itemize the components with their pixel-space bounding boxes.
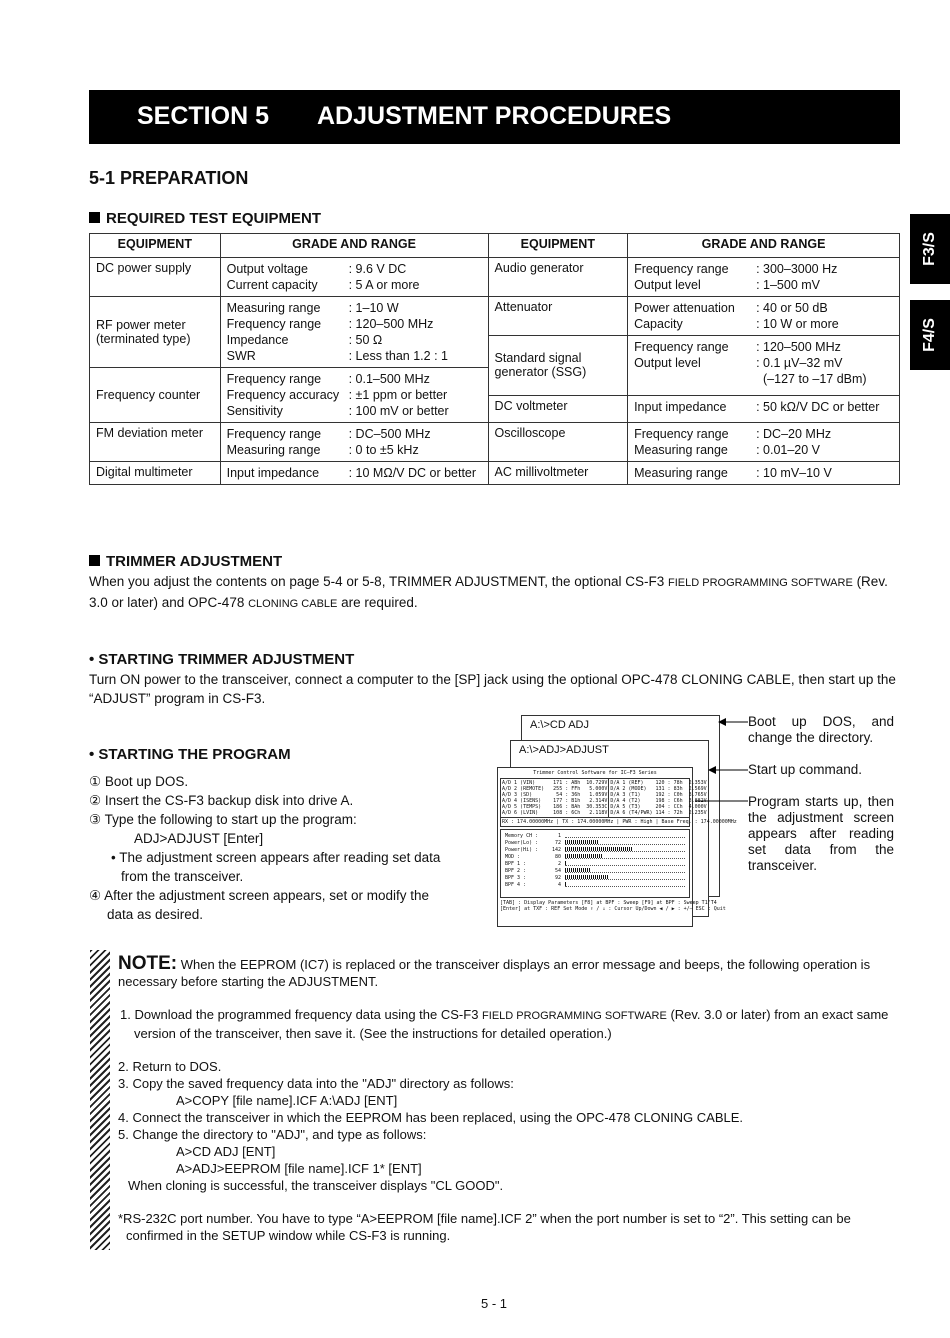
note-item-4: 4. Connect the transceiver in which the EEPROM has been replaced, using the OPC-478 CLONING CABLE. [118, 1110, 744, 1125]
parameter-row: BPF 3 : 92 [505, 874, 685, 881]
note-command: A>COPY [file name].ICF A:\ADJ [ENT] [176, 1093, 398, 1108]
step-item: ④ After the adjustment screen appears, set or modify the [89, 888, 430, 903]
readout-row: A/D 4 (ISENS) 177 : B1h 2.314V [502, 798, 608, 804]
equipment-name-cell: FM deviation meter [90, 423, 221, 462]
parameter-row: BPF 2 : 54 [505, 867, 685, 874]
header-grade-range: GRADE AND RANGE [220, 234, 488, 258]
note-block [118, 955, 903, 1244]
subsection-title: 5-1 PREPARATION [89, 168, 249, 188]
readout-row: D/A 5 (T3) 204 : CCh 4.000V [610, 804, 707, 810]
callout-arrows [700, 712, 750, 812]
note-item-1: 1. Download the programmed frequency data using the CS-F3 FIELD PROGRAMMING SOFTWARE (Rev. 3.0 or later) from an exact same version of the transceiver, then save it. (See the instructions for detailed operation.) [120, 1007, 889, 1041]
grade-range-cell: Output voltage : 9.6 V DC Current capacity : 5 A or more [220, 258, 488, 297]
footer-keys-1: [TAB] : Display Parameters [F8] at BPF : Sweep [F9] at BPF : Sweep T1"T4 [500, 900, 717, 906]
callout-boot-dos: Boot up DOS, and change the directory. [748, 714, 894, 745]
note-hatch-bar [90, 950, 110, 1250]
equipment-name-cell: AC millivoltmeter [488, 462, 628, 485]
step-item: ③ Type the following to start up the program: [89, 812, 357, 827]
header-equipment: EQUIPMENT [488, 234, 628, 258]
readout-row: D/A 3 (T1) 192 : C0h 3.765V [610, 792, 707, 798]
page-number: 5 - 1 [481, 1296, 508, 1311]
parameter-row: BPF 1 : 2 [505, 860, 685, 867]
equipment-table [89, 233, 900, 485]
dos-screen-mid: A:\>ADJ>ADJUST [510, 740, 709, 917]
note-item-5: 5. Change the directory to "ADJ", and type as follows: [118, 1127, 427, 1142]
table-row [90, 297, 900, 336]
readout-row: A/D 1 (VIN) 171 : ABh 10.729V [502, 780, 608, 786]
equipment-name-cell: Digital multimeter [90, 462, 221, 485]
trimmer-heading: TRIMMER ADJUSTMENT [89, 553, 282, 570]
note-command: A>CD ADJ [ENT] [176, 1144, 276, 1159]
readout-row: A/D 6 (LVIN) 108 : 6Ch 2.118V [502, 810, 608, 816]
parameter-level-bar [565, 840, 685, 845]
note-result: When cloning is successful, the transceiver displays "CL GOOD". [128, 1178, 504, 1193]
parameter-row: MOD : 80 [505, 853, 685, 860]
readout-row: D/A 6 (T4/PWR) 114 : 72h 2.235V [610, 810, 707, 816]
grade-range-cell: Frequency range : 300–3000 Hz Output level : 1–500 mV [628, 258, 900, 297]
status-bar: RX : 174.00000MHz | TX : 174.00000MHz | PWR : High | Base Freq. : 174.00000MHz [502, 819, 737, 825]
note-item-3: 3. Copy the saved frequency data into the "ADJ" directory as follows: [118, 1076, 514, 1091]
parameter-level-bar [565, 861, 685, 866]
dos-screen-back: A:\>CD ADJ [521, 715, 720, 897]
table-row [90, 462, 900, 485]
section-number: SECTION 5 [137, 102, 269, 130]
readout-row: A/D 3 (SD) 54 : 36h 1.059V [502, 792, 608, 798]
parameter-level-bar [565, 847, 685, 852]
equipment-name-cell: DC voltmeter [488, 395, 628, 423]
starting-trimmer-text: Turn ON power to the transceiver, connect a computer to the [SP] jack using the optional OPC-478 CLONING CABLE, then start up the “ADJUST” program in CS-F3. [89, 672, 896, 706]
readout-row: D/A 4 (T2) 198 : C6h 3.882V [610, 798, 707, 804]
equipment-name-cell: Oscilloscope [488, 423, 628, 462]
equipment-name-cell: Standard signal generator (SSG) [488, 336, 628, 396]
starting-trimmer-heading: • STARTING TRIMMER ADJUSTMENT [89, 651, 355, 668]
note-label: NOTE: [118, 953, 178, 974]
grade-range-cell: Power attenuation : 40 or 50 dB Capacity : 10 W or more [628, 297, 900, 336]
program-steps [89, 772, 479, 924]
table-row [90, 423, 900, 462]
parameter-level-bar [565, 868, 685, 873]
tab-f4s: F4/S [910, 300, 950, 370]
adjust-screen [497, 767, 737, 927]
header-equipment: EQUIPMENT [90, 234, 221, 258]
grade-range-cell: Frequency range : DC–20 MHz Measuring range : 0.01–20 V [628, 423, 900, 462]
readout-row: A/D 5 (TEMPS) 186 : BAh 30.353C [502, 804, 608, 810]
readout-row: D/A 1 (REF) 120 : 78h 2.353V [610, 780, 707, 786]
equipment-name-cell: RF power meter (terminated type) [90, 297, 221, 368]
readout-row: A/D 2 (REMOTE) 255 : FFh 5.000V [502, 786, 608, 792]
table-row [90, 258, 900, 297]
parameter-row: Power(Lo) : 72 [505, 839, 685, 846]
note-intro: When the EEPROM (IC7) is replaced or the transceiver displays an error message and beeps, the following operation is necessary before starting the ADJUSTMENT. [118, 957, 871, 989]
callout-program-starts: Program starts up, then the adjustment screen appears after reading set data from the transceiver. [748, 794, 894, 873]
parameter-level-bar [565, 875, 685, 880]
note-command: A>ADJ>EEPROM [file name].ICF 1* [ENT] [176, 1161, 422, 1176]
section-banner [89, 90, 900, 144]
tab-f3s: F3/S [910, 214, 950, 284]
grade-range-cell: Frequency range : DC–500 MHz Measuring range : 0 to ±5 kHz [220, 423, 488, 462]
note-footnote: *RS-232C port number. You have to type “A>EEPROM [file name].ICF 2” when the port number is set to “2”. This setting can be confirmed in the SETUP window while CS-F3 is running. [118, 1211, 851, 1243]
da-readout [609, 779, 707, 817]
parameter-panel [500, 829, 690, 898]
step-item: data as desired. [107, 907, 204, 922]
step-item: ② Insert the CS-F3 backup disk into drive A. [89, 793, 354, 808]
equipment-name-cell: DC power supply [90, 258, 221, 297]
parameter-row: Memory CH : 1 [505, 832, 685, 839]
required-equipment-heading: REQUIRED TEST EQUIPMENT [89, 210, 321, 227]
callout-start-command: Start up command. [748, 762, 863, 777]
grade-range-cell: Measuring range : 10 mV–10 V [628, 462, 900, 485]
grade-range-cell: Frequency range : 120–500 MHz Output level : 0.1 µV–32 mV (–127 to –17 dBm) [628, 336, 900, 396]
parameter-level-bar [565, 854, 685, 859]
ad-readout [501, 779, 609, 817]
grade-range-cell: Input impedance : 50 kΩ/V DC or better [628, 395, 900, 423]
trimmer-text: When you adjust the contents on page 5-4 or 5-8, TRIMMER ADJUSTMENT, the optional CS-F3 FIELD PROGRAMMING SOFTWARE (Rev. 3.0 or later) and OPC-478 CLONING CABLE are required. [89, 574, 888, 610]
equipment-name-cell: Attenuator [488, 297, 628, 336]
equipment-name-cell: Audio generator [488, 258, 628, 297]
step-item: ① Boot up DOS. [89, 774, 189, 789]
parameter-row: BPF 4 : 4 [505, 881, 685, 888]
footer-keys-2: [Enter] at TXF : REF Set Mode ↑ / ↓ : Cursor Up/Down ◀ / ▶ : +/– ESC : Quit [500, 906, 726, 912]
grade-range-cell: Frequency range : 0.1–500 MHz Frequency accuracy : ±1 ppm or better Sensitivity : 100 mV or better [220, 368, 488, 423]
header-grade-range: GRADE AND RANGE [628, 234, 900, 258]
parameter-row: Power(Hi) : 142 [505, 846, 685, 853]
equipment-name-cell: Frequency counter [90, 368, 221, 423]
step-item: from the transceiver. [121, 869, 244, 884]
parameter-level-bar [565, 882, 685, 887]
readout-row: D/A 2 (MODE) 131 : 83h 2.569V [610, 786, 707, 792]
adjust-screen-title: Trimmer Control Software for IC–F3 Series [533, 770, 657, 776]
grade-range-cell: Measuring range : 1–10 W Frequency range : 120–500 MHz Impedance : 50 Ω SWR : Less than 1.2 : 1 [220, 297, 488, 368]
step-item: • The adjustment screen appears after reading set data [111, 850, 441, 865]
note-item-2: 2. Return to DOS. [118, 1059, 222, 1074]
parameter-level-bar [565, 833, 685, 838]
starting-program-heading: • STARTING THE PROGRAM [89, 746, 291, 763]
section-title: ADJUSTMENT PROCEDURES [317, 102, 672, 130]
grade-range-cell: Input impedance : 10 MΩ/V DC or better [220, 462, 488, 485]
step-command: ADJ>ADJUST [Enter] [134, 831, 264, 846]
